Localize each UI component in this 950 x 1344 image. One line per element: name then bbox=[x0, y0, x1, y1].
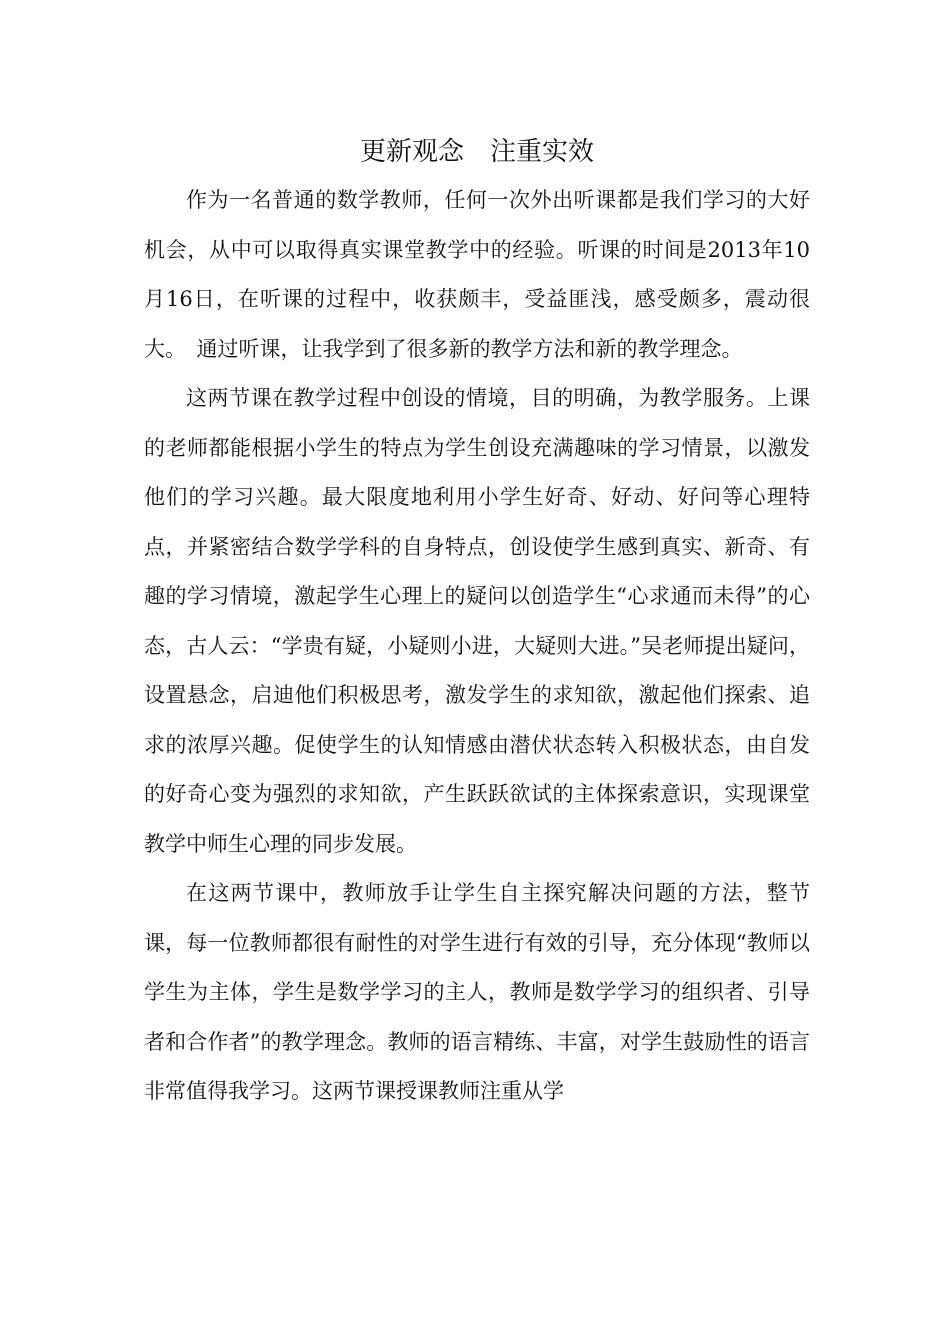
document-body bbox=[144, 130, 810, 1117]
paragraph-3: 在这两节课中，教师放手让学生自主探究解决问题的方法，整节课，每一位教师都很有耐性的对学生进行有效的引导，充分体现“教师以学生为主体，学生是数学学习的主人，教师是数学学习的组织者、引导者和合作者”的教学理念。教师的语言精练、丰富，对学生鼓励性的语言非常值得我学习。这两节课授课教师注重从学 bbox=[144, 881, 810, 1103]
paragraph-1: 作为一名普通的数学教师，任何一次外出听课都是我们学习的大好机会，从中可以取得真实课堂教学中的经验。听课的时间是2013年10月16日，在听课的过程中，收获颇丰，受益匪浅，感受颇多，震动很大。 通过听课，让我学到了很多新的教学方法和新的教学理念。 bbox=[144, 188, 810, 361]
paragraph-2: 这两节课在教学过程中创设的情境，目的明确，为教学服务。上课的老师都能根据小学生的特点为学生创设充满趣味的学习情景，以激发他们的学习兴趣。最大限度地利用小学生好奇、好动、好问等心理特点，并紧密结合数学学科的自身特点，创设使学生感到真实、新奇、有趣的学习情境，激起学生心理上的疑问以创造学生“心求通而未得”的心态，古人云：“学贵有疑，小疑则小进，大疑则大进。”吴老师提出疑问，设置悬念，启迪他们积极思考，激发学生的求知欲，激起他们探索、追求的浓厚兴趣。促使学生的认知情感由潜伏状态转入积极状态，由自发的好奇心变为强烈的求知欲，产生跃跃欲试的主体探索意识，实现课堂教学中师生心理的同步发展。 bbox=[144, 386, 810, 856]
document-title: 更新观念 注重实效 bbox=[359, 137, 594, 167]
